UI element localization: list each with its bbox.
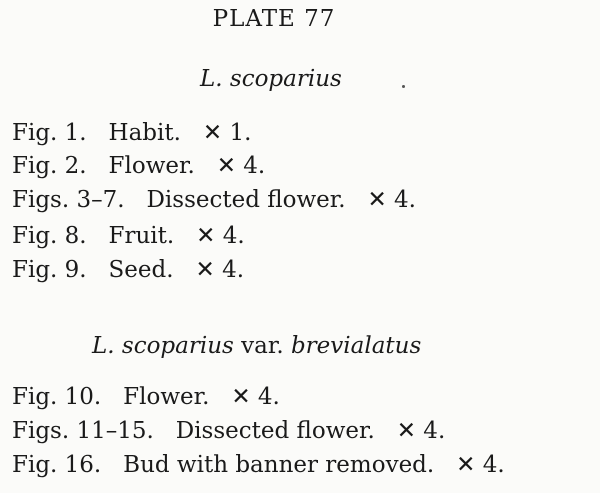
figure-caption-10: Fig. 10. Flower. ✕ 4. [12,384,280,410]
figure-caption-8: Fig. 8. Fruit. ✕ 4. [12,223,245,249]
section-heading-brevialatus [92,333,421,359]
figure-caption-2: Fig. 2. Flower. ✕ 4. [12,153,266,179]
figure-caption-11-15: Figs. 11–15. Dissected flower. ✕ 4. [12,418,446,444]
species-name: L. scoparius [92,333,234,359]
variety-name: brevialatus [290,333,422,359]
species-name: L. scoparius [200,66,342,92]
figure-caption-1: Fig. 1. Habit. ✕ 1. [12,120,252,146]
print-speck [402,85,405,88]
variety-label: var. [233,333,291,359]
figure-caption-3-7: Figs. 3–7. Dissected flower. ✕ 4. [12,187,416,213]
section-heading-scoparius [200,66,342,92]
figure-caption-9: Fig. 9. Seed. ✕ 4. [12,257,245,283]
figure-caption-16: Fig. 16. Bud with banner removed. ✕ 4. [12,452,505,478]
plate-title: PLATE 77 [212,6,336,32]
